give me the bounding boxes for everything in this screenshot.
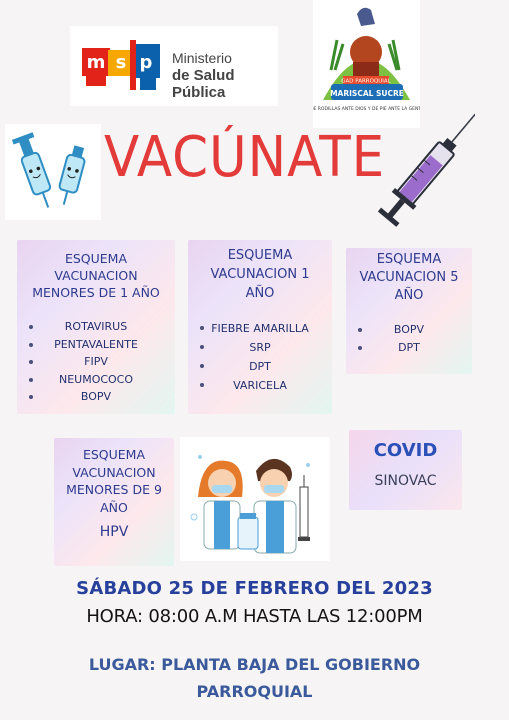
vaccine-list [188, 319, 332, 395]
hpv-vaccine: HPV [99, 524, 129, 540]
scheme-title-line: ESQUEMA [82, 447, 146, 462]
parish-motto: DE RODILLAS ANTE DIOS Y DE PIE ANTE LA GENTE [313, 107, 420, 112]
scheme-title-line: MENORES DE 1 AÑO [32, 285, 160, 300]
vaccine-item: DPT [346, 339, 472, 357]
event-place-line: PARROQUIAL [196, 682, 313, 701]
vaccine-item: BOPV [346, 321, 472, 339]
scheme-title-line: AÑO [394, 288, 424, 303]
syringe-characters-icon [5, 124, 101, 220]
scheme-title-line: VACUNACION 1 [210, 267, 310, 282]
scheme-title-line: ESQUEMA [227, 248, 293, 263]
vaccine-list [17, 318, 175, 406]
scheme-title-line: VACUNACION [54, 268, 138, 283]
scheme-title-line: AÑO [245, 286, 275, 301]
scheme-title [188, 240, 332, 303]
parish-name: MARISCAL SUCRE [330, 89, 404, 98]
covid-card [349, 430, 462, 510]
ministry-logo [70, 26, 278, 106]
msp-letter-p: p [139, 52, 153, 73]
ministry-line-2: de Salud Pública [172, 67, 235, 101]
scheme-title [17, 240, 175, 301]
event-place-line: LUGAR: PLANTA BAJA DEL GOBIERNO [88, 655, 421, 674]
doctors-illustration [180, 437, 330, 561]
doctors-icon [180, 437, 330, 561]
scheme-title [54, 438, 174, 516]
main-title: VACÚNATE [104, 125, 386, 190]
event-date: SÁBADO 25 DE FEBRERO DEL 2023 [76, 578, 433, 599]
scheme-title-line: MENORES DE 9 [66, 482, 162, 497]
vaccine-item: PENTAVALENTE [17, 336, 175, 354]
ministry-line-1: Ministerio [172, 50, 232, 66]
scheme-title-line: VACUNACION [72, 464, 156, 480]
parish-label: GAD PARROQUIAL [341, 78, 391, 85]
syringe-icon [375, 104, 475, 244]
scheme-card-under-9-years [54, 438, 174, 566]
event-time: HORA: 08:00 A.M HASTA LAS 12:00PM [86, 606, 423, 627]
scheme-card-5-years [346, 248, 472, 374]
msp-letter-s: s [115, 52, 127, 73]
scheme-card-under-1-year [17, 240, 175, 414]
scheme-title-line: ESQUEMA [376, 252, 442, 267]
event-place [40, 651, 469, 705]
vaccine-item: BOPV [17, 388, 175, 406]
scheme-title [346, 248, 472, 305]
covid-vaccine: SINOVAC [374, 473, 437, 489]
scheme-title-line: ESQUEMA [64, 251, 128, 266]
syringes-illustration [5, 124, 101, 220]
msp-brand-mark [82, 36, 164, 96]
vaccine-item: FIEBRE AMARILLA [188, 319, 332, 338]
ministry-name [172, 50, 278, 101]
scheme-title-line: AÑO [100, 499, 128, 515]
covid-title: COVID [373, 440, 438, 461]
vaccine-item: VARICELA [188, 376, 332, 395]
scheme-card-1-year [188, 240, 332, 414]
vaccine-item: NEUMOCOCO [17, 371, 175, 389]
vaccine-item: ROTAVIRUS [17, 318, 175, 336]
vaccine-list [346, 321, 472, 356]
vaccine-item: FIPV [17, 353, 175, 371]
vaccine-item: SRP [188, 338, 332, 357]
msp-letter-m: m [86, 52, 106, 73]
vaccine-item: DPT [188, 357, 332, 376]
scheme-title-line: VACUNACION 5 [359, 270, 459, 285]
